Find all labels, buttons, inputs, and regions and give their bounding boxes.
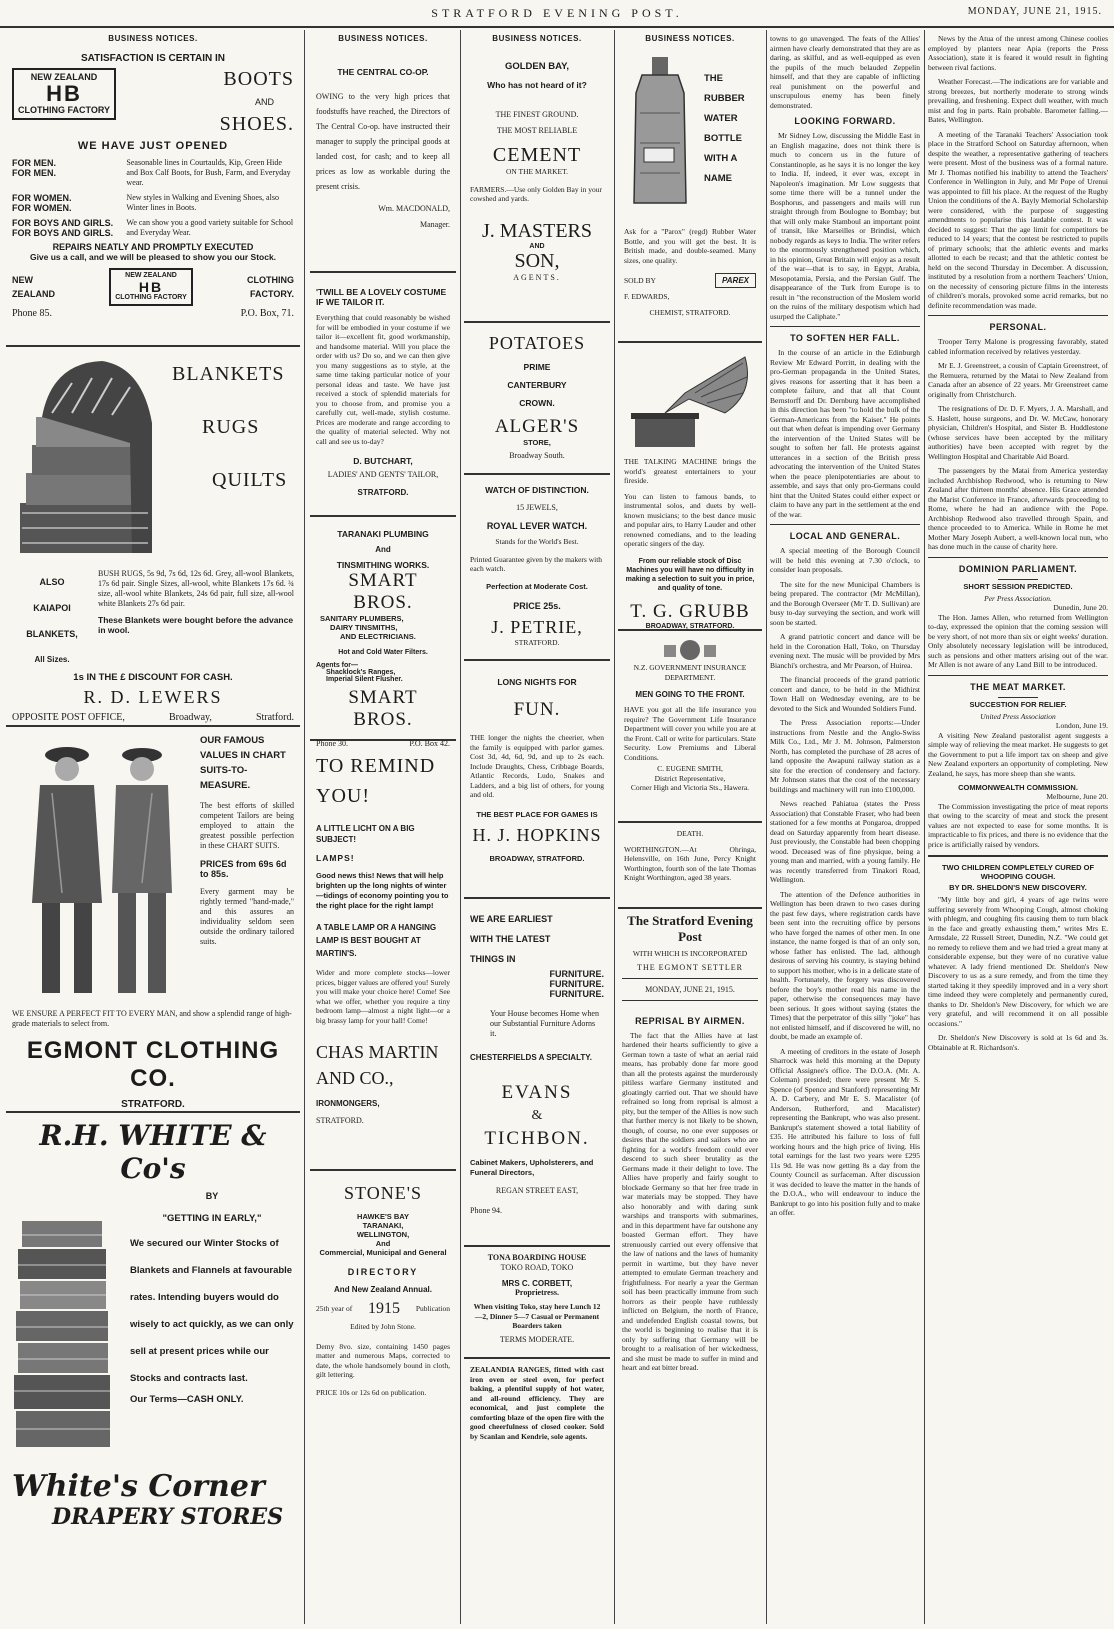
evans-street: REGAN STREET EAST,	[495, 1186, 579, 1195]
hb-row-label: FOR MEN. FOR MEN.	[12, 158, 56, 178]
stones-price: PRICE 10s or 12s 6d on publication.	[316, 1387, 427, 1397]
perfection-text: Perfection at Moderate Cost.	[486, 581, 588, 591]
smart-agent: Shacklock's Ranges,	[326, 669, 396, 676]
hb-row-text: We can show you a good variety suitable for School and Everyday Wear.	[126, 218, 294, 237]
parox-text: Ask for a "Parox" (regd) Rubber Water Bottle, and you will get the best. It is British made, and double-seamed. Many sizes, one quality.	[624, 227, 756, 265]
zealandia-text: ZEALANDIA RANGES, fitted with cast iron oven or steel oven, for perfect baking, a plentiful supply of hot water, and all-round efficiency. They are economical, and just complete the comforting blaze of the open fire with the good cheerfulness of closed cooker. Sold by Scanlan and Kendrie, sole agents.	[470, 1365, 604, 1441]
hb-row-text: New styles in Walking and Evening Shoes, also Winter lines in Boots.	[126, 193, 279, 212]
blanket-stack-illustration	[12, 353, 162, 563]
latest: WITH THE LATEST	[470, 934, 551, 944]
article-heading: THE MEAT MARKET.	[970, 681, 1066, 692]
potatoes-heading: POTATOES	[488, 333, 586, 353]
things-in: THINGS IN	[470, 954, 516, 964]
logo-text: CLOTHING FACTORY	[115, 294, 187, 301]
news-item: Weather Forecast.—The indications are for variable and strong breezes, but northerly moderate to strong winds prevailing, and freshening. Expect dull weather, with much mist and fog in parts. Rain probable. Barometer falling.—Bates, Wellington.	[928, 77, 1108, 124]
smart-name: SMART BROS.	[348, 570, 418, 613]
white-by: BY	[205, 1191, 219, 1201]
masters-name: J. MASTERS	[481, 219, 593, 242]
column-2	[310, 30, 456, 1624]
po-box: P.O. Box, 71.	[240, 308, 294, 319]
butchart-role: LADIES' AND GENTS' TAILOR,	[327, 470, 439, 479]
furniture: FURNITURE.	[549, 969, 604, 979]
press-assoc: Per Press Association.	[984, 593, 1052, 603]
smart-and: And	[375, 545, 391, 554]
column-3	[464, 30, 610, 1624]
stones-directory-ad	[310, 1171, 456, 1491]
parox-line: BOTTLE	[704, 133, 742, 144]
article-continued: towns to go unavenged. The feats of the Allies' airmen have clearly demonstrated that they are as daring, as skilful, and as well-equipped as even the pupils of the much belauded Zeppelin himself, and that they are capable of inflicting real punishment on the powerful and unscrupulous enemy has been finely demonstrated.	[770, 34, 920, 110]
personal-item: Mr E. J. Greenstreet, a cousin of Captain Greenstreet, of the Remuera, returned by the Matai to New Zealand from Canada after an absence of 22 years. Mr Greenstreet came originally from Christchurch.	[928, 361, 1108, 399]
finest-ground: THE FINEST GROUND.	[495, 110, 579, 119]
white-slogan: "GETTING IN EARLY,"	[162, 1213, 262, 1224]
stones-sub: And	[375, 1239, 391, 1248]
stands-text: Stands for the World's Best.	[495, 537, 579, 546]
press-assoc: United Press Association	[980, 711, 1056, 721]
article-body: A visiting New Zealand pastoralist agent suggests a simple way of relieving the meat market. He suggests to get the Government to put a life import tax on sheep and give New Zealand exporters an opportunity of completing. New Zealand, he says, has more sheep than she wants.	[928, 730, 1108, 778]
martin-town: STRATFORD.	[316, 1116, 364, 1125]
annual-heading: And New Zealand Annual.	[334, 1285, 432, 1294]
column-rule	[924, 30, 925, 1624]
side-label: KAIAPOI	[33, 603, 71, 613]
blanket-icon	[12, 353, 162, 563]
article-heading: DOMINION PARLIAMENT.	[958, 563, 1078, 574]
white-terms: Our Terms—CASH ONLY.	[130, 1394, 244, 1405]
shoes-heading: SHOES.	[219, 113, 294, 135]
light-heading: A LITTLE LICHT ON A BIG SUBJECT!	[316, 824, 415, 844]
section-header: BUSINESS NOTICES.	[645, 34, 735, 43]
logo-text: CLOTHING FACTORY	[18, 105, 110, 115]
smart-sub: DAIRY TINSMITHS,	[330, 623, 398, 632]
article-body: Mr Sidney Low, discussing the Middle East in an English magazine, does not think there is much to concern us in the future of Constantinople, as he says it is no longer the key to India. If, indeed, it ever was, except in Napoleon's imagination. Mr Low suggests that some time there will be a tunnel under the Bosphorus, and passengers and mails will run straight through from Boulogne to Bombay; but that will only make Stamboul an important point of transit, like Marseilles or Brindisi, which nobody regards as keys to India. The writer refers to the enormously strengthened position which, in his opinion, Great Britain will enjoy as a result of the war—that is to say, in Egypt, Arabia, Mesopotamia, Persia, and the Persian Gulf. The disappearance of the Turk from Europe is to result in "the reconstruction of the Moslem world on the ruins of the military despotism which had usurped the Caliphate."	[770, 131, 920, 321]
guarantee-text: Printed Guarantee given by the makers with each watch.	[470, 554, 603, 573]
crest-icon	[660, 637, 720, 663]
stones-sub: WELLINGTON,	[356, 1230, 410, 1239]
toko-text: When visiting Toko, stay here Lunch 12—2, Dinner 5—7 Casual or Permanent Boarders taken	[473, 1302, 601, 1330]
local-item: The financial proceeds of the grand patriotic concert and dance, to be held in the Midhirst Town Hall on Wednesday evening, are to be devoted to the Sick and Wounded Soldiers Fund.	[770, 675, 920, 713]
whites-corner: White's Corner	[12, 1469, 265, 1504]
local-item: The Press Association reports:—Under instructions from Nestle and the Anglo-Swiss Milk Co., Ltd., Mr J. M. Johnson, Palmerston North, has completed the purchase of 28 acres of land opposite the Awapuni railway station as a site for the erection of condensery and factory. Mr Johnson states that the cost of the necessary buildings and machinery will run into £100,000.	[770, 718, 920, 794]
insurance-dept: N.Z. GOVERNMENT INSURANCE DEPARTMENT.	[633, 663, 747, 682]
furniture: FURNITURE.	[549, 979, 604, 989]
blankets-heading: BLANKETS	[172, 363, 285, 385]
men-going-front: MEN GOING TO THE FRONT.	[635, 690, 745, 699]
farmers-note: FARMERS.—Use only Golden Bay in your cowshed and yards.	[470, 184, 602, 203]
cough-sold: Dr. Sheldon's New Discovery is sold at 1s 6d and 3s. Obtainable at R. Richardson's.	[928, 1033, 1108, 1052]
stones-editor: Edited by John Stone.	[350, 1322, 416, 1331]
ampersand: &	[531, 1108, 543, 1123]
personal-item: The resignations of Dr. D. F. Myers, J. A. Marshall, and S. Haslett, house surgeons, and Dr. W. McCaw, honorary physician, Children's Hospital, and Sister B. Huddlestone (whose services have been accepted by the military authorities) have been accepted with regret by the Wellington Hospital and Charitable Aid Board.	[928, 404, 1108, 461]
butchart-town: STRATFORD.	[357, 488, 409, 497]
good-news: Good news this! News that will help brighten up the long nights of winter—tidings of economy pointing you to the right place for the right lamp!	[316, 871, 449, 910]
egmont-ensure: WE ENSURE A PERFECT FIT TO EVERY MAN, and show a splendid range of high-grade materials to select from.	[12, 1009, 292, 1028]
year: 1915	[368, 1300, 401, 1317]
death-text: WORTHINGTON.—At Ohringa, Helensville, on 16th June, Percy Knight Worthington, fourth son of the late Thomas Knight Worthington, aged 38 years.	[624, 844, 756, 882]
toko-prop: Proprietress.	[515, 1288, 559, 1297]
death-notice	[618, 823, 762, 909]
masters-agents: AGENTS.	[513, 272, 561, 282]
home-text: Your House becomes Home when our Substantial Furniture Adorns it.	[490, 1009, 599, 1038]
white-drapery-ad	[6, 1113, 300, 1573]
parox-line: WATER	[704, 113, 738, 124]
algers-store: STORE,	[523, 438, 551, 447]
stones-title: STONE'S	[344, 1183, 422, 1203]
subheading: COMMONWEALTH COMMISSION.	[958, 783, 1078, 792]
smart-title: TARANAKI PLUMBING	[337, 529, 429, 539]
algers-address: Broadway South.	[509, 451, 565, 460]
smart-name-2: SMART BROS.	[348, 687, 418, 730]
logo-text: NEW ZEALAND	[30, 72, 98, 82]
sold-by: SOLD BY	[624, 275, 656, 285]
hb-boots-ad	[6, 47, 300, 347]
edwards-name: F. EDWARDS,	[624, 292, 670, 301]
boots-heading: BOOTS	[223, 68, 294, 90]
stones-sub: HAWKE'S BAY	[357, 1212, 409, 1221]
masthead	[0, 0, 1114, 26]
address: Stratford.	[255, 712, 294, 723]
parox-line: THE	[704, 73, 723, 84]
logo-text: NEW ZEALAND	[125, 272, 177, 279]
cough-heading: TWO CHILDREN COMPLETELY CURED OF WHOOPING COUGH.	[941, 863, 1095, 881]
petrie-name: J. PETRIE,	[491, 616, 583, 637]
parox-bottle-ad	[618, 47, 762, 343]
grubb-text2: You can listen to famous bands, to instrumental solos, and duets by well-known musicians; to the best dance music and popular airs, to Harry Lauder and other renowned comedians, and to the leading operatic singers of the day.	[624, 491, 756, 548]
makers-text: Cabinet Makers, Upholsterers, and Funeral Directors,	[470, 1158, 594, 1177]
prime-text: PRIME	[523, 362, 551, 372]
local-item: A special meeting of the Borough Council will be held this evening at 7.30 o'clock, to consider loan proposals.	[770, 546, 920, 574]
smart-sub: SANITARY PLUMBERS,	[320, 614, 404, 623]
watch-heading: WATCH OF DISTINCTION.	[485, 485, 589, 495]
insurance-rep-role: District Representative,	[654, 773, 726, 783]
insurance-text: HAVE you got all the life insurance you require? The Government Life Insurance Department will cover you while you are at the Front. Call or write for particulars. State Security. Low Premiums and Liberal Conditions.	[624, 705, 756, 762]
coop-text: OWING to the very high prices that foodstuffs have reached, the Directors of The Central Co-op. have instructed their manager to supply the principal goods at landed cost, for cash; and to keep all prices as low as workable during the present crisis.	[316, 92, 450, 191]
famous-values: OUR FAMOUS VALUES IN CHART SUITS-TO-MEASURE.	[200, 735, 286, 791]
paper-nameplate	[618, 909, 762, 1010]
stones-sub: Commercial, Municipal and General	[319, 1248, 447, 1257]
tichbon-name: TICHBON.	[484, 1128, 590, 1149]
fun-heading: FUN.	[513, 699, 561, 720]
hb-row	[12, 193, 294, 213]
directory-heading: DIRECTORY	[347, 1267, 419, 1277]
watch-price: PRICE 25s.	[513, 600, 561, 611]
local-item: The attention of the Defence authorities in Wellington has been drawn to two cases during the past few days, where registration cards have been sent into the recruiting office by persons who have forged the names of other men. In one instance, the name forged is that of an only son, whose father has enlisted. The lad, although desirous of serving his country, is staying behind to support his mother, who is in a delicate state of health. Fortunately, the forgery was discovered before the boy's mother read his name in the paper, otherwise the consequences may have been serious. It goes without saying (states the Times) that the perpetrator of this silly "joke" has not enlisted himself, and if discovered he will, no doubt, be made an example of.	[770, 889, 920, 1041]
cough-text: "My little boy and girl, 4 years of age twins were suffering severely from Whooping Cough, almost choking with phlegm, and coughing fits causing them to turn black in the face and greatly exhausting them," writes Mrs E. Armsdale, 22 Russell Street, Dunedin, N.Z. "We could get no remedy to relieve them and we had tried a great many at considerable expense, but they were of no curative value whatever. A lady friend mentioned Dr. Sheldon's New Discovery to us as a sure remedy, and from the time they started taking it they speedily improved and in a very short time indeed they were completely and permanently cured, thanks to Dr. Sheldon's New Discovery, for which we are very grateful, and will recommend it on all possible occasions."	[928, 895, 1108, 1028]
article-heading: LOOKING FORWARD.	[794, 116, 896, 126]
column-6	[928, 30, 1108, 1624]
chas-martin-ad	[310, 741, 456, 1171]
nz-text: NEW ZEALAND	[12, 275, 55, 299]
hopkins-address: BROADWAY, STRATFORD.	[489, 853, 585, 863]
call-line: Give us a call, and we will be pleased to show you our Stock.	[29, 252, 277, 262]
discount-line: 1s IN THE £ DISCOUNT FOR CASH.	[73, 672, 233, 683]
article-body: In the course of an article in the Edinburgh Review Mr Edward Porritt, in dealing with the pro-German propaganda in the United States, gives reasons for asserting that it has been a complete failure, and that all that Count Bernstorff and Dr. Dernburg have accomplished in this direction has been "to hold the bulk of the German-Americans from the Kaiser." He points out that when defeat is impending over Germany the intervention of the United States will be sought to soften her fall. He protests against utterances in a section of the British press advocating the intervention of the United States when the peace plenipotentiaries are about to assemble, and says that only pro-Germans could hint that the United States could either expect or claim to have any part in the settlement at the end of the war.	[770, 348, 920, 519]
section-header: BUSINESS NOTICES.	[492, 34, 582, 43]
incorporated: WITH WHICH IS INCORPORATED	[632, 949, 748, 958]
martin-role: IRONMONGERS,	[316, 1099, 380, 1108]
column-1	[6, 30, 300, 1624]
and-text: AND	[254, 97, 274, 107]
egmont-text1: The best efforts of skilled competent Tailors are being employed to attain the greatest possible perfection in these CHART SUITS.	[200, 801, 294, 850]
egmont-text2: Every garment may be rightly termed "hand-made," and this assures an individuality seldom seen outside the ordinary tailored suits.	[200, 887, 294, 946]
local-item: A grand patriotic concert and dance will be held in the Coronation Hall, Toko, on Thursday evening next. The music will be provided by Mrs Bianchi's orchestra, and Mr Pearson, of Huirea.	[770, 632, 920, 670]
column-rule	[766, 30, 767, 1624]
egmont-name: EGMONT CLOTHING CO.	[26, 1037, 280, 1092]
toko-boarding-ad	[464, 1247, 610, 1359]
masters-son: SON,	[514, 249, 560, 272]
butchart-title: 'TWILL BE A LOVELY COSTUME IF WE TAILOR IT.	[316, 287, 447, 307]
gramophone-icon	[625, 353, 755, 453]
martin-text: Wider and more complete stocks—lower prices, bigger values are offered you! Surely you will make your choice here! Come! See what we offer, whether you require a tiny bedroom lamp—almost a night light—or a big brassy lamp for your hall! Come!	[316, 968, 450, 1025]
parox-line: WITH A	[704, 153, 738, 164]
dateline: Dunedin, June 20.	[1053, 603, 1108, 612]
news-item: A meeting of the Taranaki Teachers' Association took place in the Stratford School on Saturday afternoon, when despite the weather, a representative gathering of teachers were present. Most of the business was of a formal nature. Mr J. Thomas notified his inability to attend the Teachers' Conference in Wellington in July, and Mr Pope of Urenui was appointed to fill his place. At the request of the Rugby Union the conditions of the A. Bayly Memorial Scholarship were considered, with the purpose of suggesting amendments to popularise this laudable contest. It was decided to suggest: That the age limit for competitors be reduced to 14 years; that the contest be restricted to pupils of primary schools; that the athletic events and marks allotted to each be recast; and that the athletic contest be held on the second Thursday in December. A discussion, instituted by a resolution from a northern Teachers' Union, on the necessity of censoring picture films in the interests of children's morals, provoked some acrid remarks, but no definite recommendation was made.	[928, 129, 1108, 310]
golden-bay: GOLDEN BAY,	[504, 61, 570, 72]
drapery-stores: DRAPERY STORES	[52, 1504, 284, 1530]
royal-lever: ROYAL LEVER WATCH.	[486, 521, 588, 531]
algers-name: ALGER'S	[494, 416, 580, 437]
article-heading: REPRISAL BY AIRMEN.	[635, 1015, 745, 1026]
blanket-prices: BUSH RUGS, 5s 9d, 7s 6d, 12s 6d. Grey, all-wool Blankets, 17s 6d pair. Single Sizes, all-wool, white Blankets 17s 6d. ¾ size, all-wool white Blankets, 24s 6d pair, full size, all-wool white Blankets 27s 6d pair.	[98, 569, 294, 608]
insurance-rep-addr: Corner High and Victoria Sts., Hawera.	[630, 783, 750, 792]
local-item: News reached Pahiatua (states the Press Association) that Constable Fraser, who had been stationed for a few months at Pongaroa, dropped dead on Saturday apparently from heart disease. Just previously, the Constable had been chopping wood. Deceased was of fine physique, being a young man and married, with a young family. He was recently transferred from Tinakori Road, Wellington.	[770, 799, 920, 884]
evans-tichbon-ad	[464, 899, 610, 1247]
men-figures-icon	[12, 733, 192, 1003]
article-heading: LOCAL AND GENERAL.	[789, 531, 901, 541]
grubb-address: BROADWAY, STRATFORD.	[645, 622, 735, 630]
stacked-blankets-illustration	[12, 1191, 122, 1461]
dateline: London, June 19.	[1055, 721, 1108, 730]
most-reliable: THE MOST RELIABLE	[496, 126, 578, 135]
evans-phone: Phone 94.	[470, 1206, 502, 1215]
address: OPPOSITE POST OFFICE,	[12, 712, 125, 723]
hb-logo	[12, 68, 116, 120]
crown-text: CROWN.	[519, 398, 555, 408]
smart-agent: Agents for—	[316, 662, 358, 669]
butchart-name: D. BUTCHART,	[353, 456, 413, 466]
article-body: The Hon. James Allen, who returned from Wellington to-day, expressed the opinion that the coming session will be very short, of not more than six or eight weeks' duration. Only absolutely necessary legislation will be introduced, such as pensions and other matters arising out of the war. Mr Allen is not aware of any Land Bill to be introduced.	[928, 612, 1108, 669]
egmont-prices: PRICES from 69s 6d to 85s.	[200, 859, 287, 879]
personal-item: Trooper Terry Malone is progressing favorably, stated cabled information received by relatives yesterday.	[928, 337, 1108, 356]
heard-question: Who has not heard of it?	[487, 80, 587, 90]
lewers-blankets-ad	[6, 347, 300, 727]
martin-name: CHAS MARTIN AND CO.,	[316, 1042, 439, 1088]
phone-number: Phone 85.	[12, 308, 52, 319]
year-left: 25th year of	[316, 1304, 353, 1314]
egmont-town: STRATFORD.	[121, 1099, 185, 1110]
factory-text: CLOTHING FACTORY.	[247, 275, 294, 299]
butchart-tailor-ad	[310, 273, 456, 517]
dateline: Melbourne, June 20.	[1046, 792, 1108, 801]
personal-item: The passengers by the Matai from America yesterday included Archbishop Redwood, who is returning to New Zealand after thirteen months' absence. His Grace attended the Marist Conference in France, afterwards proceeding to Rome, where he had an audience with the Pope. Archbishop Redwood also travelled through Spain, and thence proceeded to to America. While in Rome he met Mother Mary Joseph Aubert, a well-known local nun, who has done much in the cause of charity here.	[928, 466, 1108, 551]
side-label: BLANKETS,	[26, 629, 78, 639]
hb-tagline: SATISFACTION IS CERTAIN IN	[80, 53, 226, 64]
long-nights: LONG NIGHTS FOR	[497, 677, 577, 687]
furniture: FURNITURE.	[549, 989, 604, 999]
paper-name: The Stratford Evening Post	[627, 913, 753, 944]
evans-name: EVANS	[501, 1082, 573, 1103]
parex-brand: PAREX	[715, 273, 756, 288]
just-opened: WE HAVE JUST OPENED	[77, 140, 229, 152]
masters-and: AND	[529, 242, 545, 250]
smart-phone: Phone 30.	[316, 739, 348, 748]
canterbury-text: CANTERBURY	[507, 380, 567, 390]
masters-cement-ad	[464, 47, 610, 323]
smart-filters: Hot and Cold Water Filters.	[338, 649, 428, 656]
column-5	[770, 30, 920, 1624]
quilts-heading: QUILTS	[212, 469, 288, 491]
smart-bros-ad	[310, 517, 456, 748]
masthead-rule	[0, 26, 1114, 28]
repairs-line: REPAIRS NEATLY AND PROMPTLY EXECUTED	[52, 242, 254, 252]
section-header: BUSINESS NOTICES.	[338, 34, 428, 43]
parox-line: RUBBER	[704, 93, 745, 104]
toko-owner: MRS C. CORBETT,	[501, 1279, 573, 1288]
hopkins-text: THE longer the nights the cheerier, when the family is equipped with parlor games. Cost 3d, 4d, 6d, 9d, and up to 2s each. Include Draughts, Chess, Cribbage Boards, Atlantic Records, Ludo, Snakes and Ladders, and a big list of others, for young and old.	[470, 733, 604, 799]
logo-text: HB	[138, 279, 164, 295]
side-label: ALSO	[39, 577, 65, 587]
insurance-rep-name: C. EUGENE SMITH,	[657, 764, 723, 773]
subheading: SHORT SESSION PREDICTED.	[963, 581, 1073, 591]
local-item: The site for the new Municipal Chambers is being prepared. The contractor (Mr McMillan), and the Borough Overseer (Mr T. D. Sullivan) are busy to-day surveying the section, and work will soon be started.	[770, 579, 920, 627]
egmont-clothing-ad	[6, 727, 300, 1113]
column-4	[618, 30, 762, 1624]
jewels-text: 15 JEWELS,	[516, 503, 558, 512]
issue-date-line: MONDAY, JUNE 21, 1915.	[645, 984, 735, 994]
year-right: Publication	[415, 1304, 450, 1314]
grubb-name: T. G. GRUBB	[630, 600, 750, 622]
coop-title: THE CENTRAL CO-OP.	[337, 67, 429, 77]
death-title: DEATH.	[676, 829, 704, 838]
bought-note: These Blankets were bought before the advance in wool.	[98, 615, 294, 635]
side-label: All Sizes.	[34, 655, 70, 664]
stones-text: Demy 8vo. size, containing 1450 pages matter and numerous Maps, corrected to date, the whole handsomely bound in cloth, gilt lettering.	[316, 1341, 450, 1379]
central-coop-ad	[310, 47, 456, 273]
hopkins-name: H. J. HOPKINS	[472, 824, 602, 845]
grubb-stock: From our reliable stock of Disc Machines you will have no difficulty in making a selection to suit you in price, and quality of tone.	[625, 557, 755, 592]
logo-text: HB	[46, 81, 82, 106]
petrie-watch-ad	[464, 475, 610, 661]
smart-po: P.O. Box 42.	[409, 739, 450, 748]
column-rule	[304, 30, 305, 1624]
butchart-text: Everything that could reasonably be wished for will be embodied in your costume if we tailor it—excellent fit, good workmanship, and handsome material. Will you place the order with us? Do so, and we can then give you many suggestions as to style, at the same time taking particular notice of your personal ideas and taste. We have just received a stock of splendid materials for you to choose from, and promise you a carefully cut, well-made, stylish costume. Prices are moderate and range according to the quality of material selected. Why not call and see us to-day?	[316, 313, 450, 446]
hb-row-text: Seasonable lines in Courtaulds, Kip, Green Hide and Box Calf Boots, for Bush, Farm, and Everyday wear.	[126, 158, 291, 187]
toko-address: TOKO ROAD, TOKO	[500, 1263, 574, 1272]
toko-terms: TERMS MODERATE.	[499, 1334, 575, 1344]
column-rule	[460, 30, 461, 1624]
coop-signature: Wm. MACDONALD,	[378, 204, 450, 213]
issue-date: MONDAY, JUNE 21, 1915.	[967, 6, 1102, 17]
stack-icon	[12, 1191, 122, 1461]
reprisal-article	[618, 1016, 762, 1373]
hb-row-label: FOR BOYS AND GIRLS. FOR BOYS AND GIRLS.	[12, 218, 114, 238]
rugs-heading: RUGS	[202, 416, 260, 438]
on-market: ON THE MARKET.	[505, 167, 568, 176]
subheading: SUCCESTION FOR RELIEF.	[969, 699, 1067, 709]
earliest: WE ARE EARLIEST	[470, 914, 553, 924]
hopkins-games-ad	[464, 661, 610, 899]
egmont-settler: THE EGMONT SETTLER	[637, 962, 743, 972]
cement-heading: CEMENT	[492, 144, 582, 166]
lamps-heading: LAMPS!	[316, 853, 355, 863]
grubb-text: THE TALKING MACHINE brings the world's greatest entertainers to your fireside.	[624, 457, 756, 485]
algers-potatoes-ad	[464, 323, 610, 475]
hb-logo-small	[109, 268, 193, 306]
lewers-name: R. D. LEWERS	[83, 687, 223, 707]
toko-title: TONA BOARDING HOUSE	[487, 1253, 587, 1262]
zealandia-ranges-ad	[464, 1359, 610, 1459]
white-text: We secured our Winter Stocks of Blankets and Flannels at favourable rates. Intending buyers would do wisely to act quickly, as we can only sell at present prices while our Stocks and contracts last.	[130, 1238, 294, 1384]
government-insurance-ad	[618, 631, 762, 823]
newspaper-title: STRATFORD EVENING POST.	[431, 6, 683, 20]
section-header: BUSINESS NOTICES.	[108, 34, 198, 43]
coop-role: Manager.	[420, 220, 450, 229]
news-item: News by the Atua of the unrest among Chinese coolies employed by planters near Apia (reports the Press Association), state it is feared it would result in fighting between rival factions.	[928, 34, 1108, 72]
cough-sub: BY DR. SHELDON'S NEW DISCOVERY.	[949, 883, 1087, 892]
hb-row-label: FOR WOMEN. FOR WOMEN.	[12, 193, 72, 213]
address: Broadway,	[168, 712, 212, 723]
white-name: R.H. WHITE & Co's	[39, 1119, 267, 1185]
remind-heading: TO REMIND YOU!	[316, 755, 436, 807]
article-body: The fact that the Allies have at last hardened their hearts sufficiently to give a German town a taste of what an aerial raid means, has probably done far more good than all the protests against the murderously pitiless warfare Germany instituted and gloatingly carried out. That we should have refrained so long from reprisal is almost a pity, but the temper of the Allies is now such that further mercy is not likely to be shown, though, of course, no one ever supposes or desires that the soldiers and sailors who are fighting for a world's freedom could ever descend to such sheer brutality as the Germans made it their delight to love. The Allies have properly and fairly sought to blockade Germany so that her free trade in war materials may be stopped. They have also honorably and with daring sunk warships and transports with submarines, and in this department have far outshone any boasted German effort. They have strenuously carried out every offensive that the law of nations and the laws of humanity permit in wartime, but they have never attempted to emulate German treachery and frightfulness. For nearly a year the German soil has been practically immune from such horrors as their people have ruthlessly inflicted on Belgium, the north of France, and undefended English coastal towns, but the world is beginning to realise that it is only by suffering that Germany will be brought to a realisation of her wickedness, and she must be made to suffer in mind and heart and eat bitter bread.	[622, 1030, 758, 1372]
article-body: The Commission investigating the price of meat reports that owing to the scarcity of meat and stock the present values are not expected to ease for some months. It is impracticable to fix prices, and there is no evidence that the price is artificially raised by vendors.	[928, 801, 1108, 849]
column-rule	[614, 30, 615, 1624]
smart-agent: Imperial Silent Flusher.	[326, 676, 403, 683]
water-bottle-icon	[624, 53, 694, 213]
best-place: THE BEST PLACE FOR GAMES IS	[476, 809, 598, 819]
article-heading: TO SOFTEN HER FALL.	[790, 333, 900, 343]
hb-row	[12, 158, 294, 188]
smart-sub: AND ELECTRICIANS.	[340, 632, 416, 641]
parox-line: NAME	[704, 173, 732, 184]
hb-row	[12, 218, 294, 238]
chesterfields: CHESTERFIELDS A SPECIALTY.	[470, 1053, 592, 1062]
article-heading: PERSONAL.	[989, 322, 1047, 332]
local-item: A meeting of creditors in the estate of Joseph Sharrock was held this morning at the Deputy Official Assignee's office. The D.O.A. (Mr. A. Coleman) presided; there were present Mr S. Spence (of Spence and Stanford) representing Mr A. D. Carbery, and Mr E. S. Macalister (of Anderson, Rutherford, and Macalister) representing the Bankrupt, who was also present. Bankrupt's statement showed a total liability of £35. He attributed his failure to loss of full working hours and the high price of living. His total earnings for the last two years were £295 11s 9d. He was now getting 8s a day from the County Council as surfaceman. After discussion it was decided to leave the matter in the hands of the D.O.A., who will endeavour to induce the Bankrupt to go into his position fully and to make an offer.	[770, 1046, 920, 1217]
petrie-town: STRATFORD.	[514, 637, 560, 647]
grubb-talking-machine-ad	[618, 343, 762, 631]
edwards-role: CHEMIST, STRATFORD.	[649, 307, 731, 317]
gentlemen-illustration	[12, 733, 192, 1003]
smart-title2: TINSMITHING WORKS.	[336, 560, 430, 570]
table-lamp: A TABLE LAMP OR A HANGING LAMP IS BEST BOUGHT AT MARTIN'S.	[316, 923, 437, 958]
stones-sub: TARANAKI,	[362, 1221, 404, 1230]
